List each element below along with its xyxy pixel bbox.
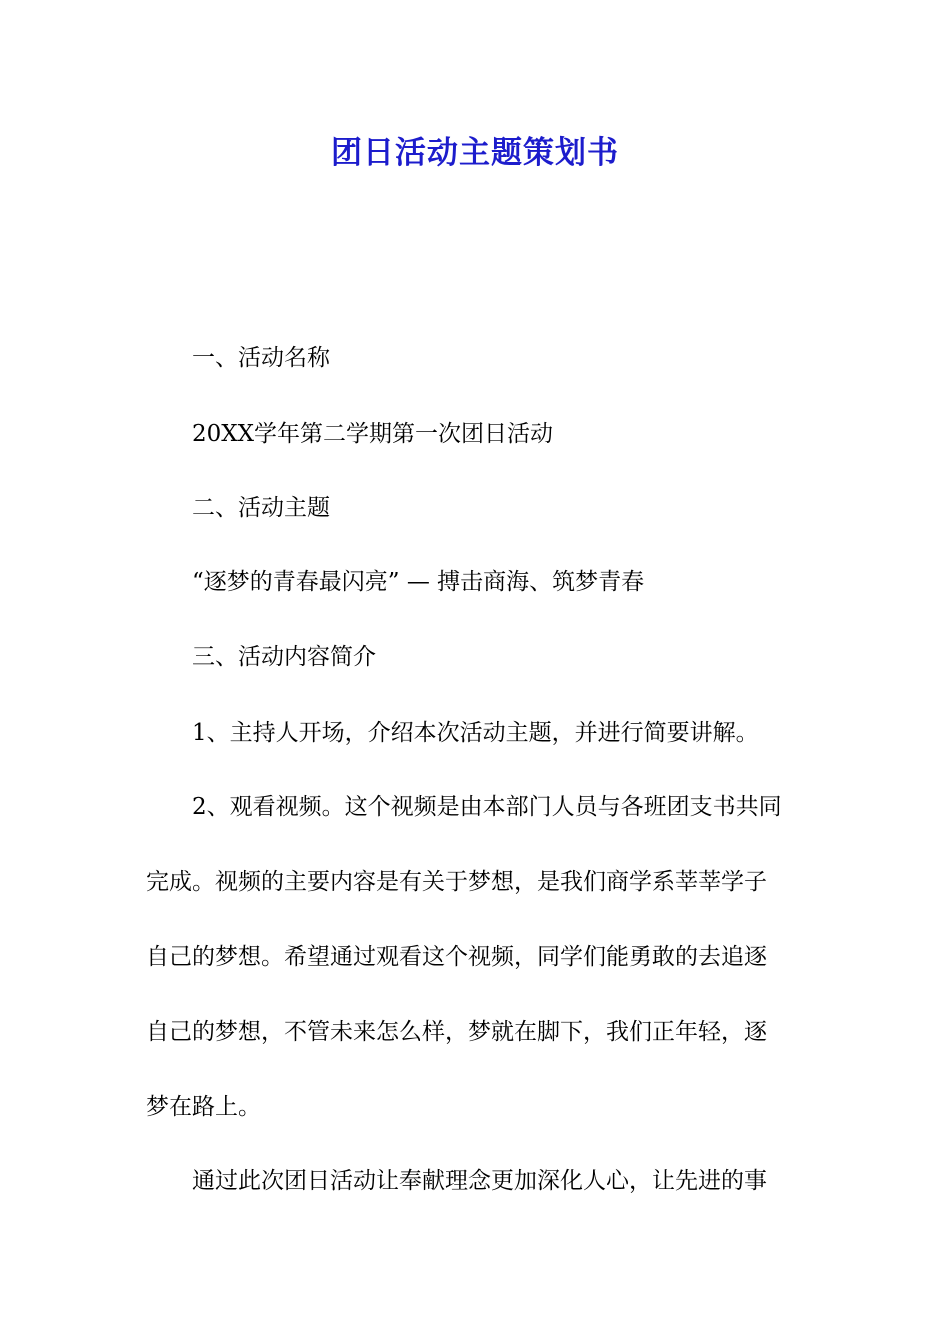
content-item-2-line-5: 梦在路上。 xyxy=(146,1094,261,1120)
closing-paragraph-line-1: 通过此次团日活动让奉献理念更加深化人心，让先进的事 xyxy=(192,1168,767,1194)
activity-theme-text: “逐梦的青春最闪亮” — 搏击商海、筑梦青春 xyxy=(192,569,645,595)
content-item-2-line-3: 自己的梦想。希望通过观看这个视频，同学们能勇敢的去追逐 xyxy=(146,944,767,970)
section-heading-activity-theme: 二、活动主题 xyxy=(192,495,330,521)
content-item-2-line-2: 完成。视频的主要内容是有关于梦想，是我们商学系莘莘学子 xyxy=(146,869,767,895)
activity-name-text: 20XX学年第二学期第一次团日活动 xyxy=(192,421,554,447)
section-heading-activity-name: 一、活动名称 xyxy=(192,345,330,371)
section-heading-content-intro: 三、活动内容简介 xyxy=(192,644,376,670)
content-item-1: 1、主持人开场，介绍本次活动主题，并进行简要讲解。 xyxy=(192,720,759,746)
page-title: 团日活动主题策划书 xyxy=(331,135,619,171)
content-item-2-line-1: 2、观看视频。这个视频是由本部门人员与各班团支书共同 xyxy=(192,794,782,820)
content-item-2-line-4: 自己的梦想，不管未来怎么样，梦就在脚下，我们正年轻，逐 xyxy=(146,1019,767,1045)
